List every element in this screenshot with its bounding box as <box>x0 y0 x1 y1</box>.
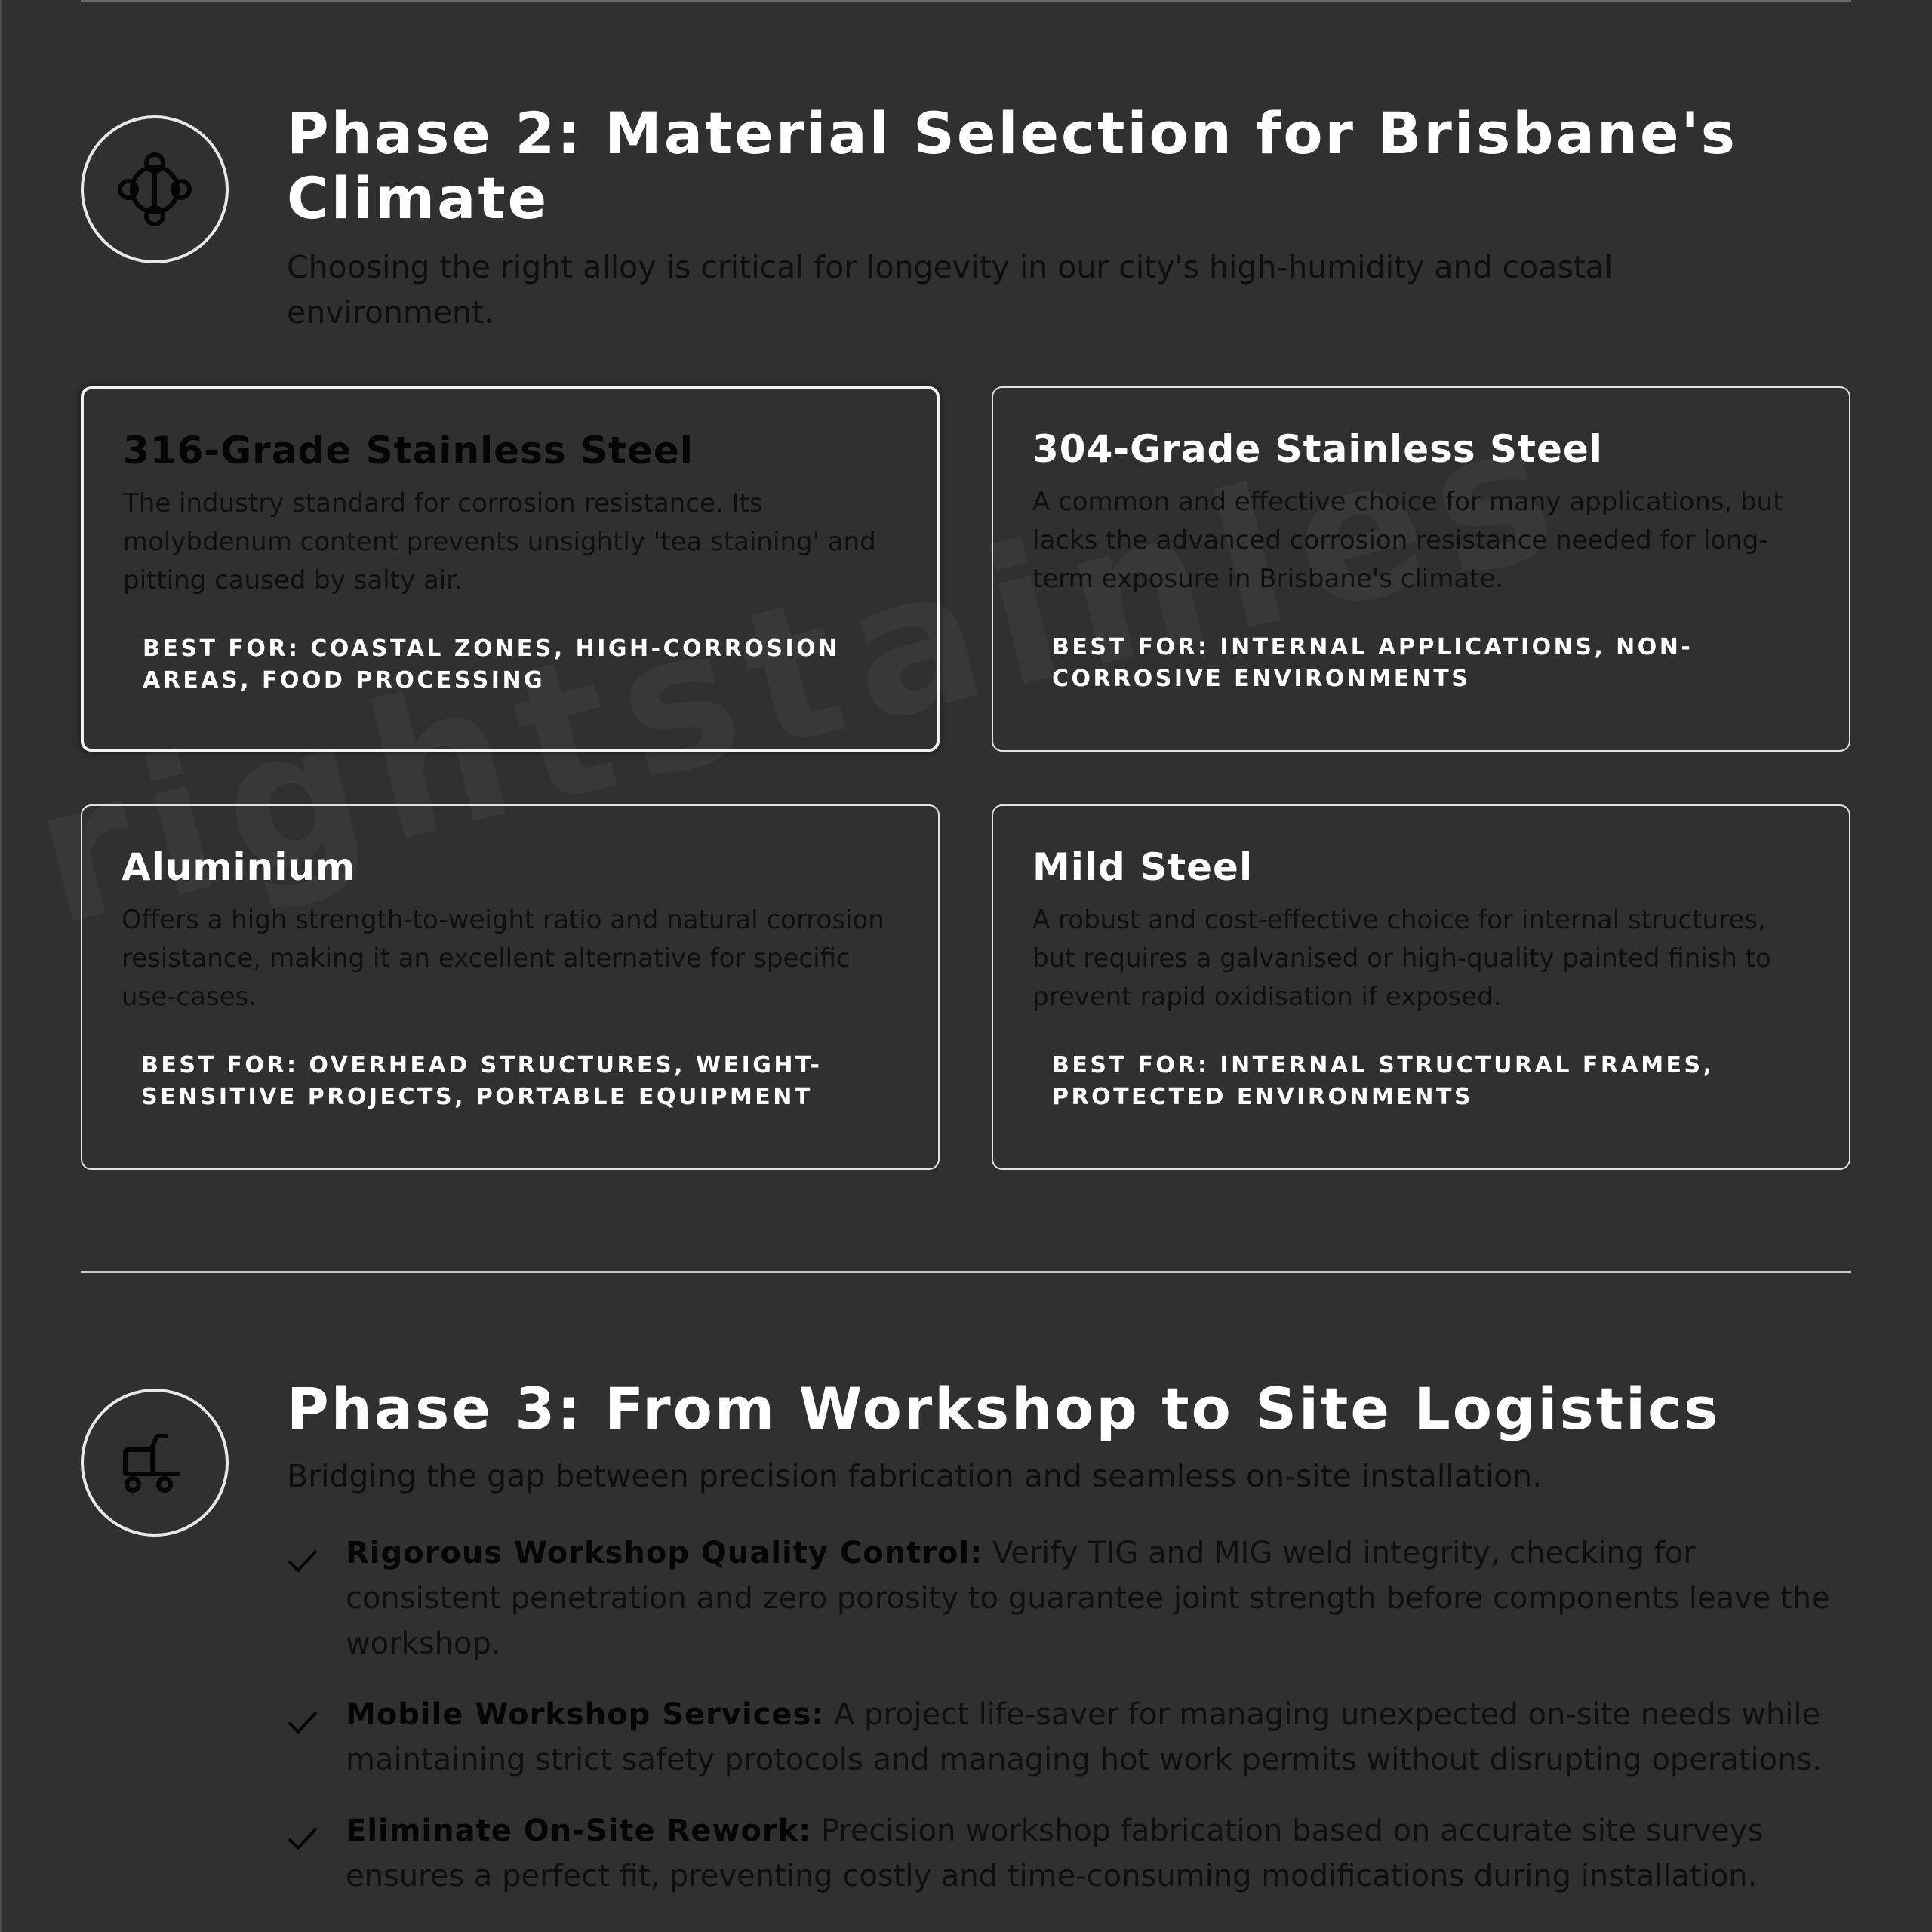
list-item <box>287 1692 1857 1783</box>
list-item-text: A project life-saver for managing unexpected on-site needs while maintaining strict safety protocols and managing hot work permits without disrupting operations. <box>346 1697 1823 1777</box>
phase2-subtitle: Choosing the right alloy is critical for longevity in our city's high-humidity and coastal environment. <box>287 249 1614 331</box>
list-item <box>287 1531 1857 1666</box>
phase2-title: Phase 2: Material Selection for Brisbane's Climate <box>287 100 1738 232</box>
logistics-checklist <box>287 1531 1857 1924</box>
material-card-title: Aluminium <box>122 845 356 889</box>
material-card-best-for: BEST FOR: INTERNAL APPLICATIONS, NON-CORROSIVE ENVIRONMENTS <box>1052 634 1694 692</box>
list-item-label: Eliminate On-Site Rework: <box>346 1814 812 1848</box>
check-icon <box>287 1823 318 1854</box>
list-item <box>287 1808 1857 1899</box>
list-item-text: Verify TIG and MIG weld integrity, checking for consistent penetration and zero porosity to guarantee joint strength before components leave the workshop. <box>346 1536 1830 1661</box>
list-item-text: Precision workshop fabrication based on accurate site surveys ensures a perfect fit, preventing costly and time-consuming modifications during installation. <box>346 1814 1764 1894</box>
material-card-best-for: BEST FOR: INTERNAL STRUCTURAL FRAMES, PROTECTED ENVIRONMENTS <box>1052 1052 1715 1110</box>
phase3-subtitle: Bridging the gap between precision fabrication and seamless on-site installation. <box>287 1458 1543 1494</box>
check-icon <box>287 1707 318 1737</box>
material-card-title: 304-Grade Stainless Steel <box>1032 427 1603 471</box>
material-card-best-for: BEST FOR: COASTAL ZONES, HIGH-CORROSION AREAS, FOOD PROCESSING <box>143 635 840 694</box>
list-item-label: Rigorous Workshop Quality Control: <box>346 1536 983 1571</box>
top-divider <box>81 0 1851 2</box>
section-divider <box>81 1271 1851 1273</box>
material-card-mild-steel[interactable] <box>992 804 1850 1170</box>
material-card-description: Offers a high strength-to-weight ratio and natural corrosion resistance, making it an excellent alternative for specific use-cases. <box>122 905 884 1012</box>
trolley-icon <box>81 1389 229 1537</box>
molecule-icon <box>81 115 229 263</box>
list-item-label: Mobile Workshop Services: <box>346 1697 825 1732</box>
material-card-aluminium[interactable] <box>81 804 940 1170</box>
material-card-description: A robust and cost-effective choice for internal structures, but requires a galvanised or high-quality painted finish to prevent rapid oxidisation if exposed. <box>1032 905 1771 1012</box>
material-card-description: The industry standard for corrosion resistance. Its molybdenum content prevents unsightly 'tea staining' and pitting caused by salty air. <box>123 488 876 595</box>
material-card-title: Mild Steel <box>1032 845 1254 889</box>
material-card-title: 316-Grade Stainless Steel <box>123 429 694 472</box>
phase3-title: Phase 3: From Workshop to Site Logistics <box>287 1375 1721 1442</box>
material-card-description: A common and effective choice for many applications, but lacks the advanced corrosion resistance needed for long-term exposure in Brisbane's climate. <box>1032 487 1783 594</box>
material-card-304[interactable] <box>992 386 1850 752</box>
page-left-border <box>0 0 2 1932</box>
check-icon <box>287 1546 318 1576</box>
material-card-316[interactable] <box>81 386 940 752</box>
material-card-best-for: BEST FOR: OVERHEAD STRUCTURES, WEIGHT-SENSITIVE PROJECTS, PORTABLE EQUIPMENT <box>141 1052 823 1110</box>
